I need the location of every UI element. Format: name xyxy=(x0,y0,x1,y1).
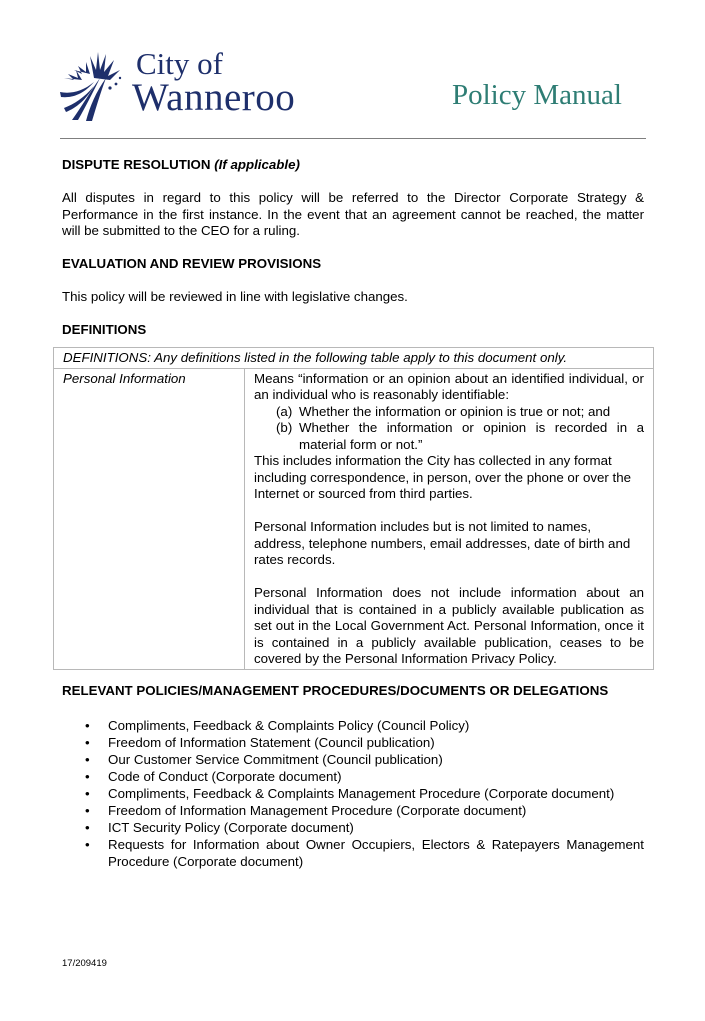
policy-content xyxy=(62,157,644,339)
definitions-table-header: DEFINITIONS: Any definitions listed in the following table apply to this document only. xyxy=(54,348,654,369)
list-item: • Freedom of Information Statement (Council publication) xyxy=(62,734,644,751)
document-number: 17/209419 xyxy=(62,958,107,969)
definition-para-collected: This includes information the City has collected in any format including correspondence, in person, over the phone or over the Internet or sourced from third parties. xyxy=(254,453,631,501)
related-documents-list xyxy=(62,717,644,870)
list-item: • Our Customer Service Commitment (Council publication) xyxy=(62,751,644,768)
definitions-heading: DEFINITIONS xyxy=(62,322,147,337)
dispute-resolution-heading xyxy=(62,157,644,174)
list-item: • ICT Security Policy (Corporate document) xyxy=(62,819,644,836)
related-documents-heading: RELEVANT POLICIES/MANAGEMENT PROCEDURES/DOCUMENTS OR DELEGATIONS xyxy=(62,683,609,698)
sub-item-marker: (a) xyxy=(276,403,293,419)
list-item: • Requests for Information about Owner Occupiers, Electors & Ratepayers Management Procedure (Corporate document) xyxy=(62,836,644,870)
dispute-heading-text: DISPUTE RESOLUTION xyxy=(62,157,211,172)
list-item: • Compliments, Feedback & Complaints Policy (Council Policy) xyxy=(62,717,644,734)
evaluation-heading: EVALUATION AND REVIEW PROVISIONS xyxy=(62,256,322,271)
list-item: • Code of Conduct (Corporate document) xyxy=(62,768,644,785)
header-divider xyxy=(60,138,646,139)
definition-sub-item xyxy=(254,404,644,421)
definitions-table-header-row xyxy=(54,348,654,369)
definition-description xyxy=(245,368,654,669)
sub-item-marker: (b) xyxy=(276,420,293,435)
list-item: • Freedom of Information Management Procedure (Corporate document) xyxy=(62,802,644,819)
city-of-wanneroo-logo xyxy=(60,48,330,122)
definition-sub-list xyxy=(254,404,644,454)
sub-item-text: Whether the information or opinion is true or not; and xyxy=(299,403,611,419)
flower-emblem-icon xyxy=(60,48,132,122)
evaluation-text: This policy will be reviewed in line with legislative changes. xyxy=(62,289,408,304)
list-item: • Compliments, Feedback & Complaints Management Procedure (Corporate document) xyxy=(62,785,644,802)
sub-item-text: Whether the information or opinion is recorded in a material form or not.” xyxy=(299,420,644,452)
logo-text-wanneroo: Wanneroo xyxy=(132,76,296,119)
definition-term: Personal Information xyxy=(54,368,245,669)
definition-sub-item xyxy=(254,420,644,453)
definition-para-excludes: Personal Information does not include information about an individual that is contained in a publicly available publication as set out in the Local Government Act. Personal Information, once it is contained in a publicly available publication, ceases to be covered by the Personal Information Privacy Policy. xyxy=(254,585,644,666)
definitions-table xyxy=(53,347,654,670)
policy-manual-title: Policy Manual xyxy=(452,79,622,111)
dispute-resolution-text: All disputes in regard to this policy will be referred to the Director Corporate Strategy & Performance in the first instance. In the event that an agreement cannot be reached, the matter will be submitted to the CEO for a ruling. xyxy=(62,190,644,238)
definition-intro: Means “information or an opinion about an identified individual, or an individual who is reasonably identifiable: xyxy=(254,370,644,402)
definition-para-includes: Personal Information includes but is not limited to names, address, telephone numbers, email addresses, date of birth and rates records. xyxy=(254,519,631,567)
table-row xyxy=(54,368,654,669)
dispute-heading-note: (If applicable) xyxy=(214,157,300,172)
logo-text-city-of: City of xyxy=(136,46,223,81)
